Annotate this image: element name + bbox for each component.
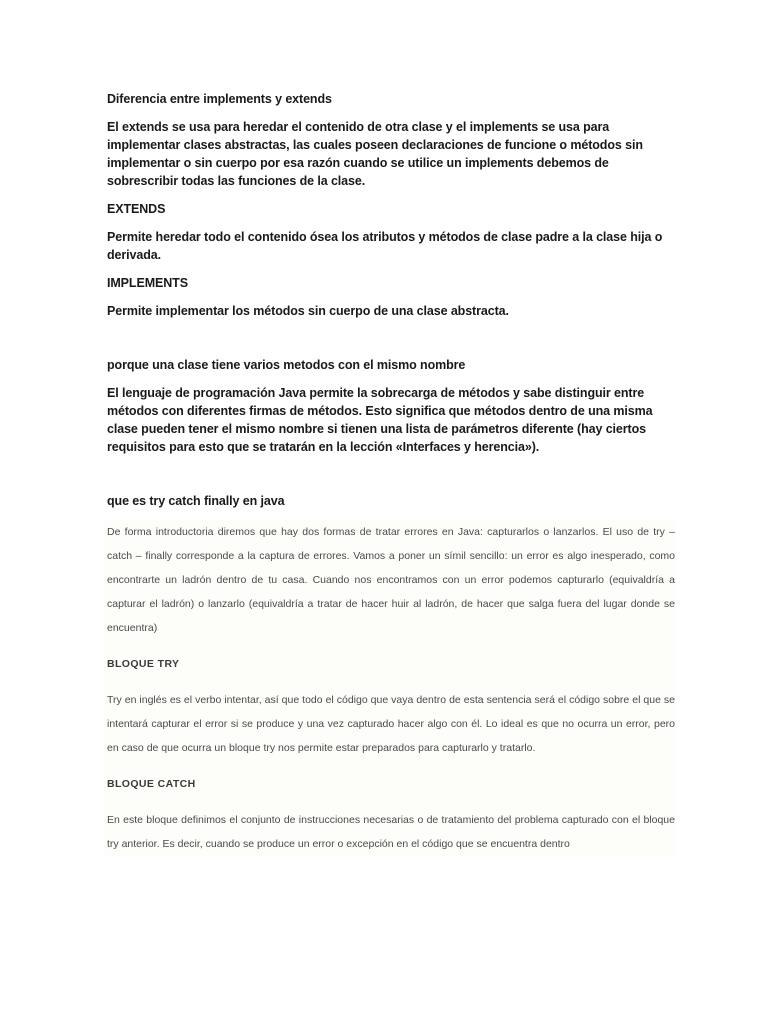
label-bloque-try: BLOQUE TRY: [107, 658, 180, 670]
label-bloque-catch: BLOQUE CATCH: [107, 778, 196, 790]
label-extends: EXTENDS: [107, 202, 166, 216]
document-body: [107, 90, 675, 856]
spacer: [107, 330, 667, 356]
paragraph-implements: Permite implementar los métodos sin cuerpo de una clase abstracta.: [107, 304, 509, 318]
paragraph-bloque-try: Try en inglés es el verbo intentar, así que todo el código que vaya dentro de esta sentencia será el código sobre el que se intentará capturar el error si se produce y una vez capturado hacer algo con él. Lo ideal es que no ocurra un error, pero en caso de que ocurra un bloque try nos permite estar preparados para capturarlo y tratarlo.: [107, 694, 675, 754]
heading-implements-extends: Diferencia entre implements y extends: [107, 92, 332, 106]
paragraph-bloque-catch: En este bloque definimos el conjunto de instrucciones necesarias o de tratamiento del problema capturado con el bloque try anterior. Es decir, cuando se produce un error o excepción en el código que se encuentra dentro: [107, 814, 675, 850]
paragraph-extends-implements: El extends se usa para heredar el contenido de otra clase y el implements se usa para implementar clases abstractas, las cuales poseen declaraciones de funcione o métodos sin implementar o sin cuerpo por esa razón cuando se utilice un implements debemos de sobrescribir todas las funciones de la clase.: [107, 120, 643, 188]
paragraph-overloading: El lenguaje de programación Java permite la sobrecarga de métodos y sabe distinguir entre métodos con diferentes firmas de métodos. Esto significa que métodos dentro de una misma clase pueden tener el mismo nombre si tienen una lista de parámetros diferente (hay ciertos requisitos para esto que se tratarán en la lección «Interfaces y herencia»).: [107, 386, 653, 454]
try-catch-section: [103, 520, 675, 856]
paragraph-try-catch-intro: De forma introductoria diremos que hay dos formas de tratar errores en Java: capturarlos o lanzarlos. El uso de try – catch – finally corresponde a la captura de errores. Vamos a poner un símil sencillo: un error es algo inesperado, como encontrarte un ladrón dentro de tu casa. Cuando nos encontramos con un error podemos capturarlo (equivaldría a capturar el ladrón) o lanzarlo (equivaldría a tratar de hacer huir al ladrón, de hacer que salga fuera del lugar donde se encuentra): [107, 526, 675, 634]
spacer: [107, 466, 667, 492]
paragraph-extends: Permite heredar todo el contenido ósea los atributos y métodos de clase padre a la clase hija o derivada.: [107, 230, 663, 262]
heading-overloading: porque una clase tiene varios metodos con el mismo nombre: [107, 358, 466, 372]
bold-section: [107, 90, 667, 510]
label-implements: IMPLEMENTS: [107, 276, 188, 290]
heading-try-catch: que es try catch finally en java: [107, 494, 285, 508]
